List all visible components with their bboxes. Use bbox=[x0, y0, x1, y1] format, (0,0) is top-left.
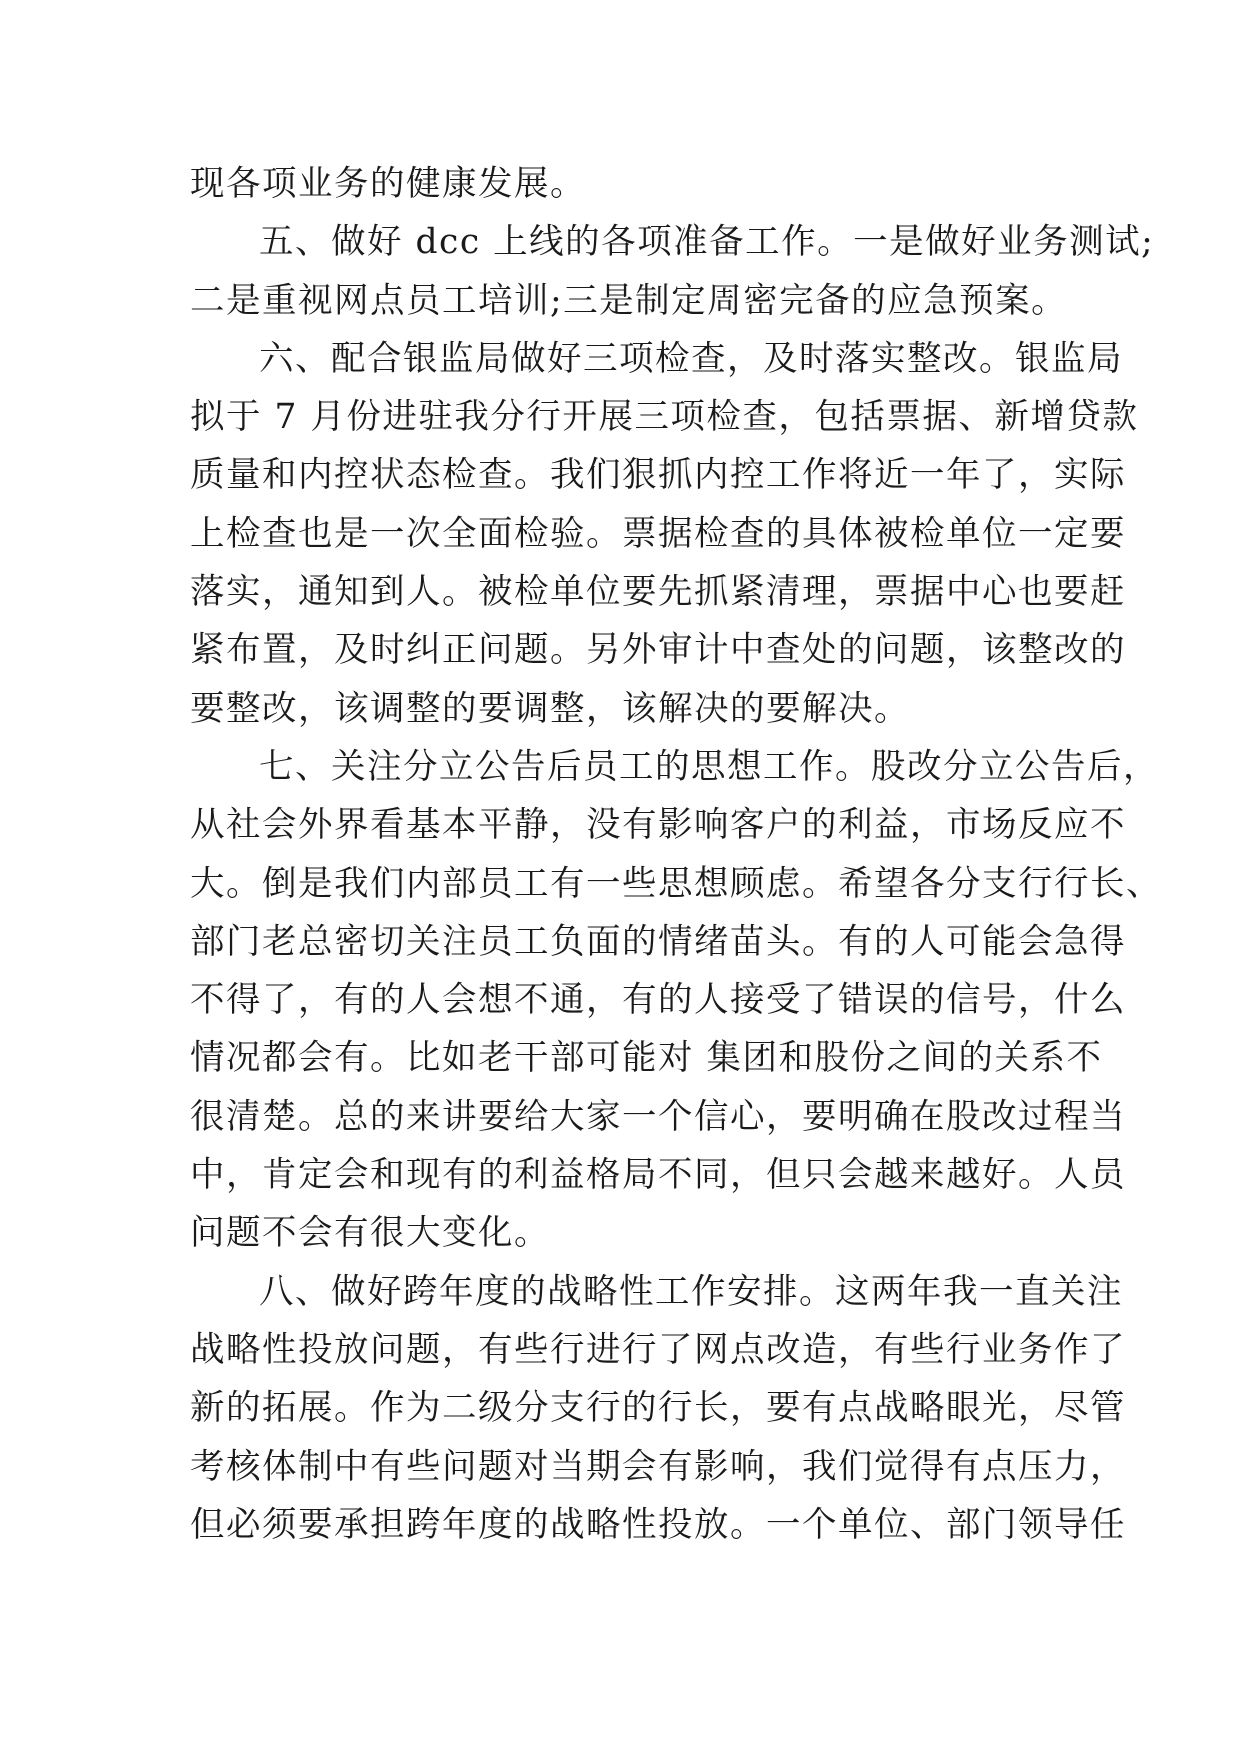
text-line: 考核体制中有些问题对当期会有影响，我们觉得有点压力， bbox=[190, 1446, 1126, 1487]
text-line: 新的拓展。作为二级分支行的行长，要有点战略眼光，尽管 bbox=[190, 1388, 1126, 1429]
text-line: 不得了，有的人会想不通，有的人接受了错误的信号，什么 bbox=[190, 980, 1126, 1021]
paragraph-heading-7: 七、关注分立公告后员工的思想工作。股改分立公告后， bbox=[259, 746, 1159, 787]
paragraph-heading-5: 五、做好 dcc 上线的各项准备工作。一是做好业务测试; bbox=[259, 222, 1155, 263]
text-line: 大。倒是我们内部员工有一些思想顾虑。希望各分支行行长、 bbox=[190, 863, 1162, 904]
text-line: 要整改，该调整的要调整，该解决的要解决。 bbox=[190, 688, 910, 729]
text-line: 中，肯定会和现有的利益格局不同，但只会越来越好。人员 bbox=[190, 1155, 1126, 1196]
paragraph-heading-8: 八、做好跨年度的战略性工作安排。这两年我一直关注 bbox=[259, 1271, 1123, 1312]
document-body bbox=[190, 155, 1162, 1554]
text-line: 质量和内控状态检查。我们狠抓内控工作将近一年了，实际 bbox=[190, 455, 1126, 496]
paragraph-heading-6: 六、配合银监局做好三项检查，及时落实整改。银监局 bbox=[259, 338, 1123, 379]
text-line: 二是重视网点员工培训;三是制定周密完备的应急预案。 bbox=[190, 280, 1068, 321]
text-line: 落实，通知到人。被检单位要先抓紧清理，票据中心也要赶 bbox=[190, 572, 1126, 613]
text-line: 从社会外界看基本平静，没有影响客户的利益，市场反应不 bbox=[190, 805, 1126, 846]
text-line: 拟于 7 月份进驻我分行开展三项检查，包括票据、新增贷款 bbox=[190, 397, 1139, 438]
text-line: 现各项业务的健康发展。 bbox=[190, 164, 586, 204]
text-line: 问题不会有很大变化。 bbox=[190, 1213, 550, 1254]
text-line: 紧布置，及时纠正问题。另外审计中查处的问题，该整改的 bbox=[190, 630, 1126, 671]
text-line: 上检查也是一次全面检验。票据检查的具体被检单位一定要 bbox=[190, 513, 1126, 554]
text-line: 但必须要承担跨年度的战略性投放。一个单位、部门领导任 bbox=[190, 1504, 1126, 1545]
text-line: 情况都会有。比如老干部可能对 集团和股份之间的关系不 bbox=[190, 1038, 1103, 1079]
text-line: 战略性投放问题，有些行进行了网点改造，有些行业务作了 bbox=[190, 1329, 1126, 1370]
text-line: 部门老总密切关注员工负面的情绪苗头。有的人可能会急得 bbox=[190, 921, 1126, 962]
text-line: 很清楚。总的来讲要给大家一个信心，要明确在股改过程当 bbox=[190, 1096, 1126, 1137]
